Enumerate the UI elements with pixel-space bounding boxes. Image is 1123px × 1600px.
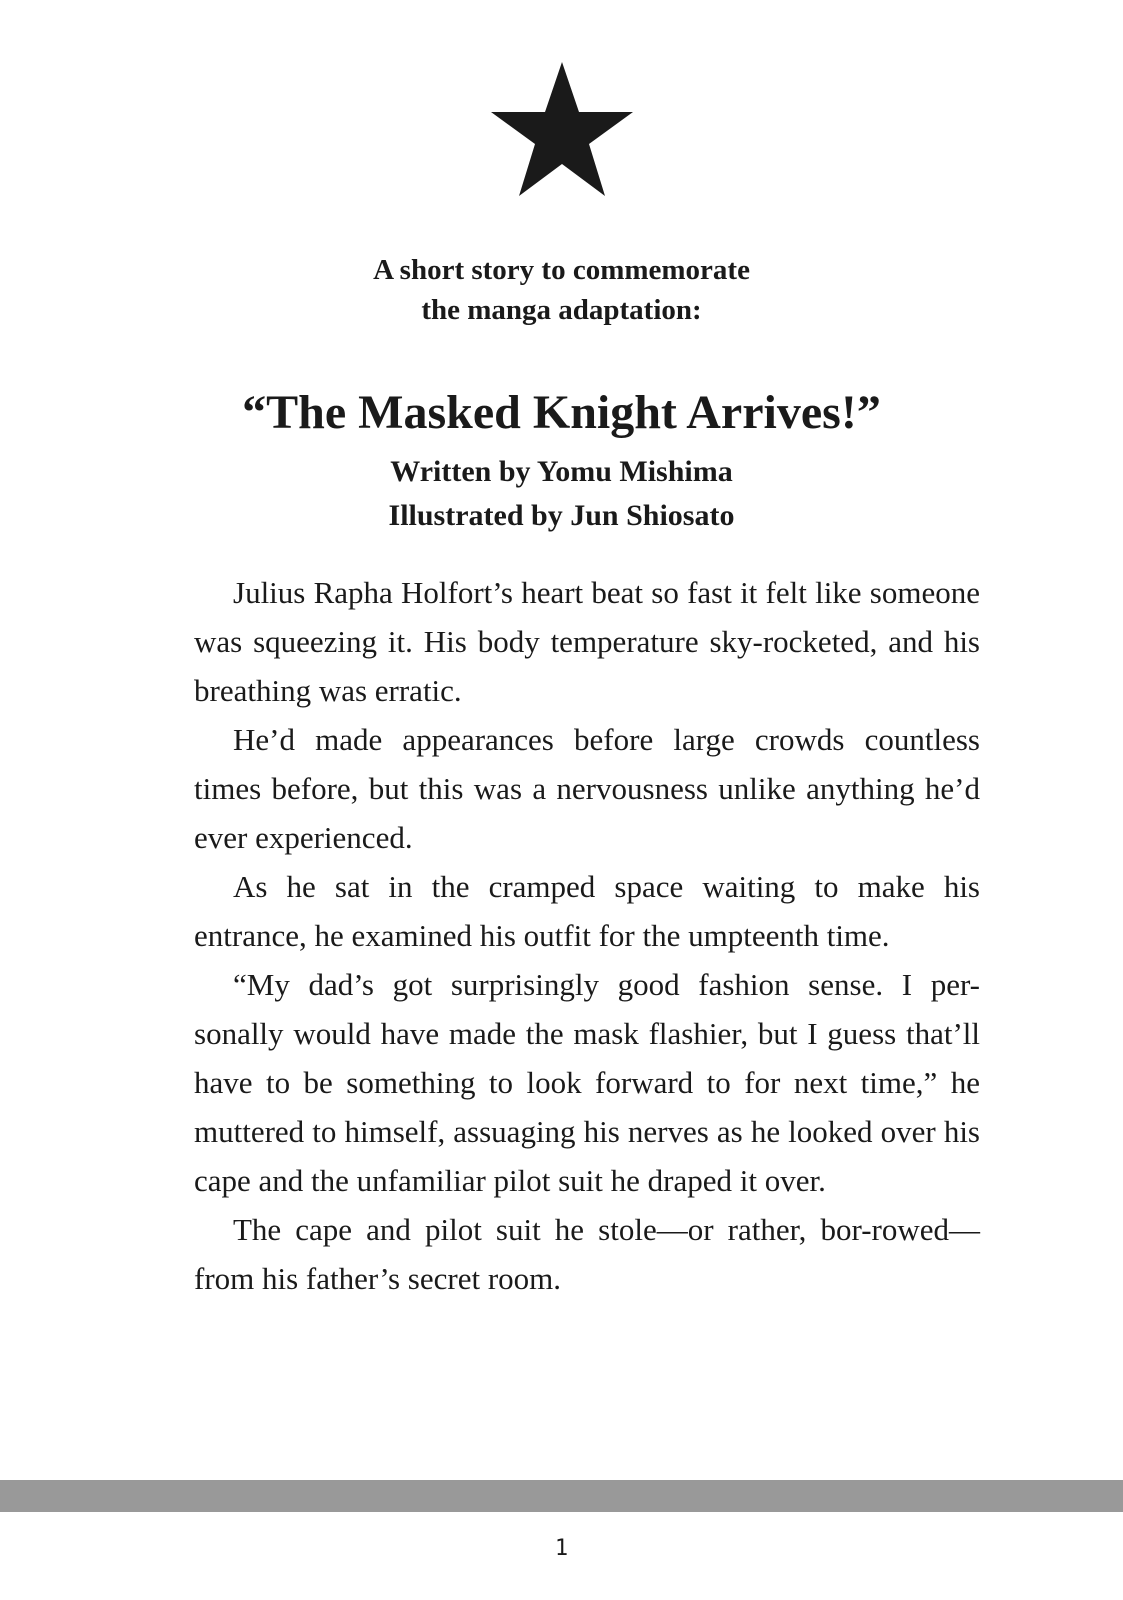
story-intro — [0, 250, 1123, 330]
ornament — [0, 60, 1123, 204]
author-credit: Written by Yomu Mishima — [390, 455, 733, 488]
paragraph: Julius Rapha Holfort’s heart beat so fast it felt like someone was squeezing it. His body temperature sky-rocketed, and his breathing was erratic. — [194, 575, 980, 708]
subtitle-line-1: A short story to commemorate — [373, 254, 750, 286]
illustrator-credit: Illustrated by Jun Shiosato — [388, 499, 735, 532]
star-icon — [487, 60, 637, 200]
paragraph: As he sat in the cramped space waiting to make his entrance, he examined his outfit for the umpteenth time. — [194, 869, 980, 953]
paragraph: He’d made appearances before large crowds countless times before, but this was a nervousness unlike anything he’d ever experienced. — [194, 722, 980, 855]
page-number: 1 — [554, 1536, 569, 1561]
credits — [0, 450, 1123, 538]
paragraph: “My dad’s got surprisingly good fashion sense. I per-sonally would have made the mask flashier, but I guess that’ll have to be something to look forward to for next time,” he muttered to himself, assuaging his nerves as he looked over his cape and the unfamiliar pilot suit he draped it over. — [194, 967, 980, 1198]
footer-bar — [0, 1480, 1123, 1512]
story-title: “The Masked Knight Arrives!” — [242, 386, 881, 439]
subtitle-line-2: the manga adaptation: — [421, 294, 702, 326]
story-body — [194, 568, 980, 1303]
paragraph: The cape and pilot suit he stole—or rather, bor-rowed—from his father’s secret room. — [194, 1212, 980, 1296]
